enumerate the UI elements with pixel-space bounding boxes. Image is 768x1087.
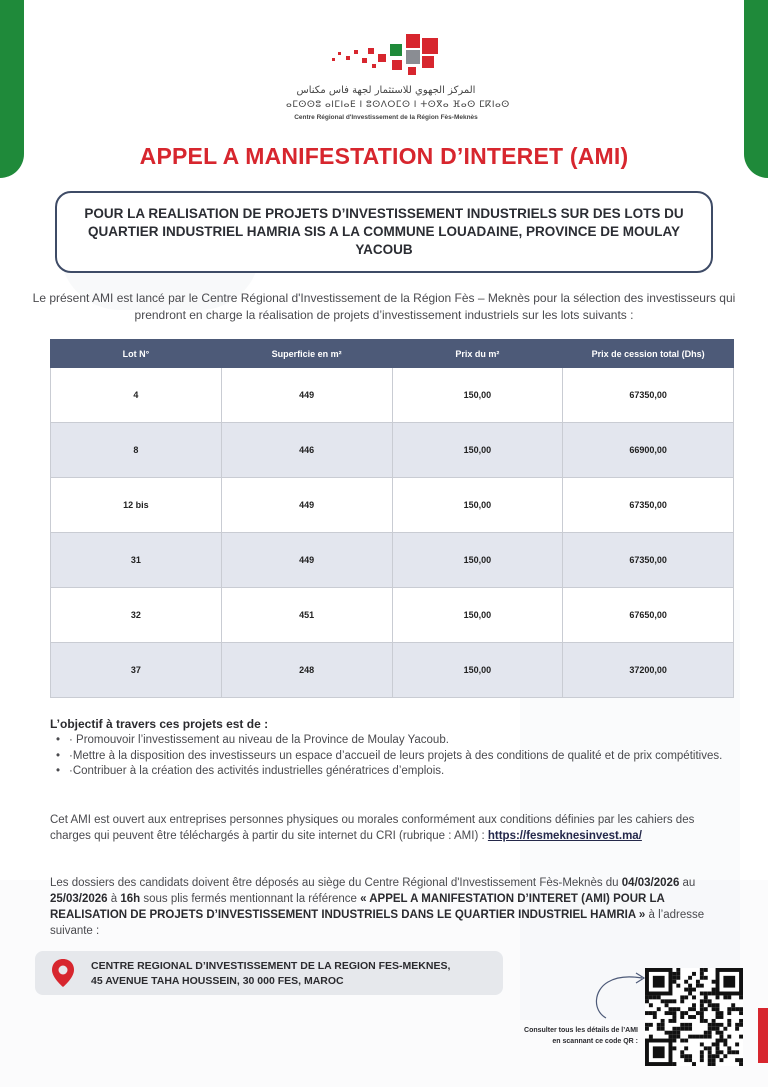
logo-tifinagh-text: ⴰⵎⵙⵙⵓ ⴰⵏⵎⵏⴰⴹ ⵏ ⵓⵙⴷⵔⵎⵙ ⵏ ⵜⵙⴳⴰ ⴼⴰⵙ ⵎⴽⵏⴰⵙ <box>286 100 510 110</box>
table-cell: 67650,00 <box>563 588 734 643</box>
table-row <box>51 533 734 588</box>
column-header: Prix du m² <box>392 340 563 368</box>
list-item: • ·Mettre à la disposition des investisseurs un espace d’accueil de leurs projets à des conditions de qualité et de prix compétitives. <box>56 749 736 765</box>
deposit-reference: « APPEL A MANIFESTATION D’INTERET (AMI) POUR LA REALISATION DE PROJETS D’INVESTISSEMENT INDUSTRIELS DANS LE QUARTIER INDUSTRIEL HAMRIA » <box>50 893 665 921</box>
table-row <box>51 423 734 478</box>
eligibility-text: Cet AMI est ouvert aux entreprises personnes physiques ou morales conformément aux conditions définies par les cahiers des charges qui peuvent être téléchargés à partir du site internet du CRI (rubrique : AMI) : <box>50 814 695 842</box>
objectives-list <box>56 733 736 780</box>
table-cell: 449 <box>221 533 392 588</box>
table-cell: 4 <box>51 368 222 423</box>
table-header-row <box>51 340 734 368</box>
column-header: Prix de cession total (Dhs) <box>563 340 734 368</box>
deposit-text: au <box>679 877 696 889</box>
logo-arabic-text: المركز الجهوي للاستثمار لجهة فاس مكناس <box>296 85 476 96</box>
intro-paragraph: Le présent AMI est lancé par le Centre Régional d'Investissement de la Région Fès – Meknès pour la sélection des investisseurs qui prendront en charge la réalisation de projets d’investissement industriels sur les lots suivants : <box>32 291 736 322</box>
table-row <box>51 643 734 698</box>
column-header: Lot N° <box>51 340 222 368</box>
table-cell: 31 <box>51 533 222 588</box>
table-cell: 248 <box>221 643 392 698</box>
column-header: Superficie en m² <box>221 340 392 368</box>
table-cell: 32 <box>51 588 222 643</box>
table-cell: 150,00 <box>392 368 563 423</box>
deposit-text: à l’adresse suivante : <box>50 909 705 937</box>
deposit-deadline-time: 16h <box>120 893 141 905</box>
curved-arrow-icon <box>590 968 650 1020</box>
table-cell: 446 <box>221 423 392 478</box>
qr-code-icon <box>645 968 743 1066</box>
list-item: • ·Contribuer à la création des activités industrielles génératrices d’emplois. <box>56 764 736 780</box>
table-cell: 449 <box>221 368 392 423</box>
cri-website-link[interactable]: https://fesmeknesinvest.ma/ <box>487 830 642 842</box>
table-cell: 12 bis <box>51 478 222 533</box>
table-row <box>51 588 734 643</box>
table-cell: 67350,00 <box>563 478 734 533</box>
table-cell: 66900,00 <box>563 423 734 478</box>
table-row <box>51 478 734 533</box>
table-cell: 37200,00 <box>563 643 734 698</box>
page-title: APPEL A MANIFESTATION D’INTERET (AMI) <box>139 143 629 169</box>
subtitle-box <box>55 191 713 273</box>
objectives-heading: L’objectif à travers ces projets est de : <box>50 717 269 731</box>
table-row <box>51 368 734 423</box>
deposit-start-date: 04/03/2026 <box>621 877 680 889</box>
table-cell: 449 <box>221 478 392 533</box>
table-cell: 451 <box>221 588 392 643</box>
deposit-paragraph <box>50 875 730 939</box>
logo-mark-icon <box>332 30 442 80</box>
table-cell: 37 <box>51 643 222 698</box>
logo-french-text: Centre Régional d'Investissement de la Région Fès-Meknès <box>294 114 478 121</box>
cri-logo <box>286 30 510 126</box>
table-cell: 67350,00 <box>563 368 734 423</box>
qr-caption: Consulter tous les détails de l’AMI en scannant ce code QR : <box>524 1027 638 1045</box>
address-line: CENTRE REGIONAL D’INVESTISSEMENT DE LA REGION FES-MEKNES, <box>91 960 451 972</box>
eligibility-paragraph <box>50 812 730 844</box>
deposit-text: à <box>107 893 121 905</box>
deposit-text: Les dossiers des candidats doivent être déposés au siège du Centre Régional d'Investissement Fès-Meknès du <box>50 877 622 889</box>
table-cell: 150,00 <box>392 533 563 588</box>
table-cell: 150,00 <box>392 478 563 533</box>
address-box <box>35 951 503 995</box>
table-cell: 150,00 <box>392 643 563 698</box>
address-line: 45 AVENUE TAHA HOUSSEIN, 30 000 FES, MAROC <box>91 975 344 987</box>
subtitle-text: POUR LA REALISATION DE PROJETS D’INVESTISSEMENT INDUSTRIELS SUR DES LOTS DU QUARTIER INDUSTRIEL HAMRIA SIS A LA COMMUNE LOUADAINE, PROVINCE DE MOULAY YACOUB <box>84 206 684 257</box>
qr-code[interactable] <box>645 968 743 1066</box>
table-cell: 67350,00 <box>563 533 734 588</box>
list-item: • · Promouvoir l’investissement au niveau de la Province de Moulay Yacoub. <box>56 733 736 749</box>
table-cell: 8 <box>51 423 222 478</box>
red-edge-tab <box>758 1008 768 1063</box>
location-pin-icon <box>50 958 76 988</box>
address-text <box>91 959 450 989</box>
lots-table <box>50 339 734 698</box>
table-cell: 150,00 <box>392 423 563 478</box>
table-cell: 150,00 <box>392 588 563 643</box>
deposit-text: sous plis fermés mentionnant la référence <box>140 893 361 905</box>
deposit-end-date: 25/03/2026 <box>50 893 108 905</box>
